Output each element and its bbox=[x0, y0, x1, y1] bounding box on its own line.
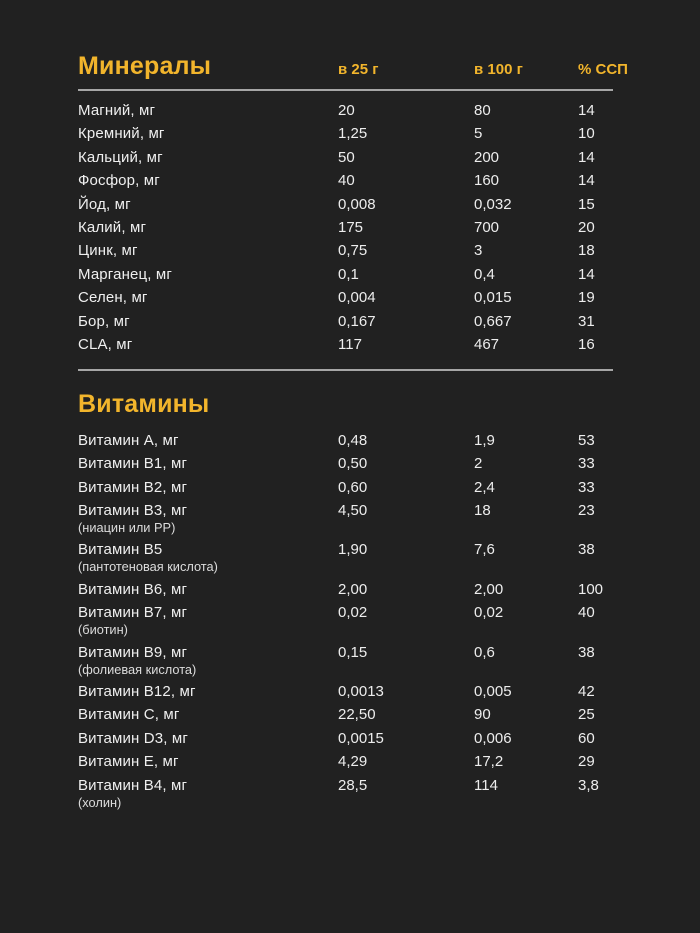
row-label: Витамин B2, мг bbox=[78, 478, 188, 496]
column-header-per-25g: в 25 г bbox=[338, 60, 379, 78]
value-percent-rsp: 18 bbox=[578, 242, 595, 260]
table-row bbox=[78, 706, 613, 723]
value-per-100g: 2,00 bbox=[474, 580, 504, 598]
table-row bbox=[78, 242, 613, 259]
value-percent-rsp: 14 bbox=[578, 102, 595, 119]
value-per-100g: 2,4 bbox=[474, 478, 495, 496]
row-label: Фосфор, мг bbox=[78, 172, 160, 190]
value-per-100g: 200 bbox=[474, 148, 500, 166]
table-row bbox=[78, 581, 613, 598]
table-row bbox=[78, 149, 613, 166]
value-percent-rsp: 31 bbox=[578, 312, 595, 330]
row-label: Витамин A, мг bbox=[78, 431, 179, 449]
nutrition-table bbox=[78, 52, 628, 810]
value-per-25g: 28,5 bbox=[338, 776, 368, 794]
value-percent-rsp: 3,8 bbox=[578, 776, 599, 794]
value-per-100g: 1,9 bbox=[474, 431, 495, 449]
value-per-100g: 17,2 bbox=[474, 753, 504, 771]
value-percent-rsp: 16 bbox=[578, 335, 595, 353]
table-row bbox=[78, 266, 613, 283]
value-per-100g: 0,6 bbox=[474, 643, 495, 661]
value-percent-rsp: 53 bbox=[578, 431, 595, 449]
value-per-100g: 0,4 bbox=[474, 265, 495, 283]
row-label: Витамин B9, мг bbox=[78, 643, 188, 661]
row-label: Витамин B5 bbox=[78, 541, 163, 559]
row-label: Витамин C, мг bbox=[78, 706, 180, 724]
value-per-25g: 20 bbox=[338, 102, 355, 119]
value-per-100g: 0,032 bbox=[474, 195, 512, 213]
value-per-100g: 80 bbox=[474, 102, 491, 119]
value-per-100g: 3 bbox=[474, 242, 483, 260]
value-percent-rsp: 15 bbox=[578, 195, 595, 213]
minerals-section-header bbox=[78, 52, 628, 80]
table-row bbox=[78, 289, 613, 306]
row-label: Бор, мг bbox=[78, 312, 130, 330]
value-per-100g: 7,6 bbox=[474, 541, 495, 559]
table-row bbox=[78, 172, 613, 189]
value-percent-rsp: 23 bbox=[578, 502, 595, 520]
section-divider bbox=[78, 369, 613, 371]
value-per-25g: 0,1 bbox=[338, 265, 359, 283]
value-per-100g: 700 bbox=[474, 218, 500, 236]
table-row bbox=[78, 683, 613, 700]
vitamins-section-header bbox=[78, 390, 613, 418]
row-label: Селен, мг bbox=[78, 289, 148, 307]
row-label: Кремний, мг bbox=[78, 125, 165, 143]
row-label: Витамин B12, мг bbox=[78, 683, 196, 701]
row-label: Йод, мг bbox=[78, 195, 131, 213]
row-label: Витамин E, мг bbox=[78, 753, 179, 771]
vitamins-section-title: Витамины bbox=[78, 389, 210, 418]
value-per-25g: 1,90 bbox=[338, 541, 368, 559]
value-percent-rsp: 10 bbox=[578, 125, 595, 143]
value-per-25g: 0,60 bbox=[338, 478, 368, 496]
value-per-100g: 2 bbox=[474, 455, 483, 473]
row-label: Кальций, мг bbox=[78, 148, 163, 166]
value-percent-rsp: 20 bbox=[578, 218, 595, 236]
value-per-25g: 0,50 bbox=[338, 455, 368, 473]
value-per-25g: 0,167 bbox=[338, 312, 376, 330]
value-percent-rsp: 42 bbox=[578, 683, 595, 701]
value-per-25g: 0,02 bbox=[338, 604, 368, 622]
value-per-100g: 0,015 bbox=[474, 289, 512, 307]
table-row bbox=[78, 479, 613, 496]
row-label: Витамин B7, мг bbox=[78, 604, 188, 622]
value-per-25g: 2,00 bbox=[338, 580, 368, 598]
value-per-25g: 50 bbox=[338, 148, 355, 166]
value-percent-rsp: 14 bbox=[578, 265, 595, 283]
row-label: Марганец, мг bbox=[78, 265, 172, 283]
table-row bbox=[78, 336, 613, 353]
value-percent-rsp: 14 bbox=[578, 148, 595, 166]
row-note: (ниацин или РР) bbox=[78, 520, 176, 536]
row-label: Витамин B3, мг bbox=[78, 502, 188, 520]
value-per-25g: 0,004 bbox=[338, 289, 376, 307]
value-percent-rsp: 38 bbox=[578, 541, 595, 559]
value-per-100g: 90 bbox=[474, 706, 491, 724]
table-row bbox=[78, 502, 613, 535]
value-percent-rsp: 33 bbox=[578, 455, 595, 473]
value-per-25g: 0,008 bbox=[338, 195, 376, 213]
value-per-100g: 18 bbox=[474, 502, 491, 520]
value-per-100g: 5 bbox=[474, 125, 483, 143]
value-per-25g: 4,50 bbox=[338, 502, 368, 520]
table-row bbox=[78, 730, 613, 747]
value-per-100g: 160 bbox=[474, 172, 500, 190]
table-row bbox=[78, 125, 613, 142]
column-header-percent-rsp: % ССП bbox=[578, 60, 628, 78]
table-row bbox=[78, 196, 613, 213]
value-per-25g: 0,0015 bbox=[338, 729, 384, 747]
table-row bbox=[78, 777, 613, 810]
row-label: Витамин B6, мг bbox=[78, 580, 188, 598]
table-row bbox=[78, 455, 613, 472]
value-per-25g: 40 bbox=[338, 172, 355, 190]
minerals-header-divider bbox=[78, 89, 613, 91]
value-per-25g: 117 bbox=[338, 335, 362, 353]
value-per-100g: 0,005 bbox=[474, 683, 512, 701]
value-per-25g: 0,0013 bbox=[338, 683, 384, 701]
row-label: CLA, мг bbox=[78, 335, 133, 353]
row-label: Цинк, мг bbox=[78, 242, 138, 260]
row-label: Калий, мг bbox=[78, 218, 147, 236]
value-percent-rsp: 25 bbox=[578, 706, 595, 724]
table-row bbox=[78, 753, 613, 770]
value-percent-rsp: 40 bbox=[578, 604, 595, 622]
minerals-rows bbox=[78, 102, 613, 353]
table-row bbox=[78, 102, 613, 119]
row-note: (пантотеновая кислота) bbox=[78, 559, 218, 575]
vitamins-rows bbox=[78, 432, 613, 810]
row-note: (биотин) bbox=[78, 622, 128, 638]
value-percent-rsp: 33 bbox=[578, 478, 595, 496]
value-per-100g: 114 bbox=[474, 776, 498, 794]
table-row bbox=[78, 219, 613, 236]
value-per-25g: 1,25 bbox=[338, 125, 368, 143]
value-per-25g: 0,75 bbox=[338, 242, 368, 260]
value-per-100g: 0,02 bbox=[474, 604, 504, 622]
value-percent-rsp: 19 bbox=[578, 289, 595, 307]
value-per-25g: 22,50 bbox=[338, 706, 376, 724]
value-percent-rsp: 14 bbox=[578, 172, 595, 190]
table-row bbox=[78, 644, 613, 677]
column-header-per-100g: в 100 г bbox=[474, 60, 523, 78]
row-note: (фолиевая кислота) bbox=[78, 661, 197, 677]
minerals-section-title: Минералы bbox=[78, 52, 212, 80]
value-per-25g: 4,29 bbox=[338, 753, 368, 771]
table-row bbox=[78, 432, 613, 449]
value-per-100g: 467 bbox=[474, 335, 500, 353]
table-row bbox=[78, 541, 613, 574]
row-label: Витамин B4, мг bbox=[78, 776, 188, 794]
row-label: Витамин B1, мг bbox=[78, 455, 188, 473]
value-percent-rsp: 100 bbox=[578, 580, 604, 598]
value-percent-rsp: 38 bbox=[578, 643, 595, 661]
value-percent-rsp: 29 bbox=[578, 753, 595, 771]
value-per-100g: 0,667 bbox=[474, 312, 512, 330]
table-row bbox=[78, 604, 613, 637]
value-per-25g: 0,48 bbox=[338, 431, 368, 449]
value-per-25g: 175 bbox=[338, 218, 364, 236]
row-label: Магний, мг bbox=[78, 102, 156, 119]
value-per-100g: 0,006 bbox=[474, 729, 512, 747]
row-note: (холин) bbox=[78, 794, 122, 810]
value-percent-rsp: 60 bbox=[578, 729, 595, 747]
value-per-25g: 0,15 bbox=[338, 643, 368, 661]
table-row bbox=[78, 313, 613, 330]
row-label: Витамин D3, мг bbox=[78, 729, 188, 747]
